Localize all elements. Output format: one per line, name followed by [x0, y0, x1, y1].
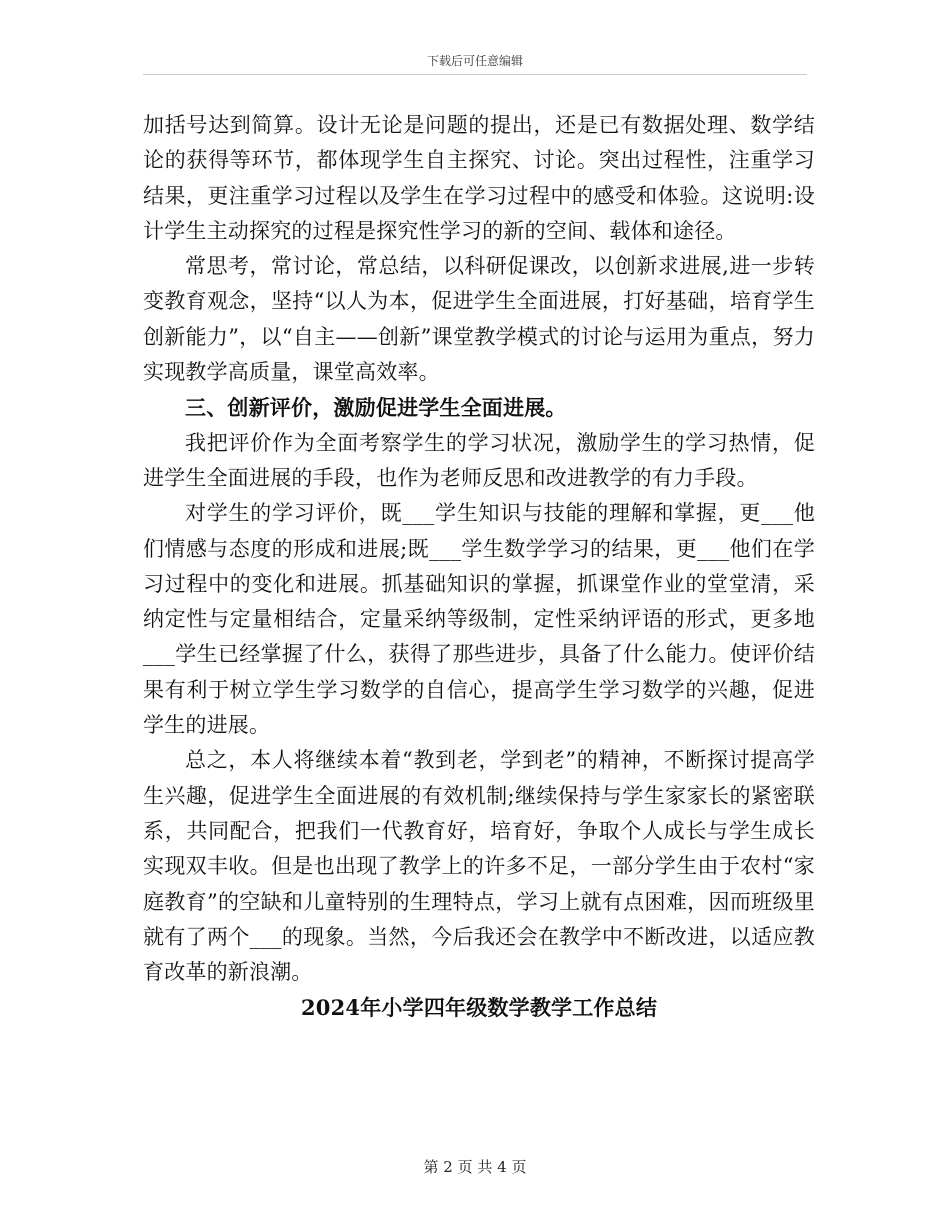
page-footer: 第 2 页 共 4 页	[423, 1158, 527, 1176]
page-header: 下载后可任意编辑	[426, 54, 523, 68]
paragraph-evaluation-purpose: 我把评价作为全面考察学生的学习状况，激励学生的学习热情，促进学生全面进展的手段，也作为老师反思和改进教学的有力手段。	[143, 430, 815, 490]
paragraph-continuation: 加括号达到简算。设计无论是问题的提出，还是已有数据处理、数学结论的获得等环节，都体现学生自主探究、讨论。突出过程性，注重学习结果，更注重学习过程以及学生在学习过程中的感受和体验。这说明:设计学生主动探究的过程是探究性学习的新的空间、载体和途径。	[143, 113, 815, 243]
next-document-title: 2024年小学四年级数学教学工作总结	[300, 995, 658, 1021]
header-divider	[143, 74, 807, 75]
document-body	[143, 108, 815, 1026]
paragraph-evaluation-method: 对学生的学习评价，既___学生知识与技能的理解和掌握，更___他们情感与态度的形成和进展;既___学生数学学习的结果，更___他们在学习过程中的变化和进展。抓基础知识的掌握，抓课堂作业的堂堂清，采纳定性与定量相结合，定量采纳等级制，定性采纳评语的形式，更多地___学生已经掌握了什么，获得了那些进步，具备了什么能力。使评价结果有利于树立学生学习数学的自信心，提高学生学习数学的兴趣，促进学生的进展。	[143, 501, 815, 738]
section-heading-evaluation: 三、创新评价，激励促进学生全面进展。	[185, 395, 567, 421]
paragraph-teaching-reform: 常思考，常讨论，常总结，以科研促课改，以创新求进展,进一步转变教育观念，坚持“以人为本，促进学生全面进展，打好基础，培育学生创新能力”，以“自主——创新”课堂教学模式的讨论与运用为重点，努力实现教学高质量，课堂高效率。	[143, 254, 815, 385]
paragraph-conclusion: 总之，本人将继续本着“教到老，学到老”的精神，不断探讨提高学生兴趣，促进学生全面进展的有效机制;继续保持与学生家家长的紧密联系，共同配合，把我们一代教育好，培育好，争取个人成长与学生成长实现双丰收。但是也出现了教学上的许多不足，一部分学生由于农村“家庭教育”的空缺和儿童特别的生理特点，学习上就有点困难，因而班级里就有了两个___的现象。当然，今后我还会在教学中不断改进，以适应教育改革的新浪潮。	[143, 748, 815, 985]
